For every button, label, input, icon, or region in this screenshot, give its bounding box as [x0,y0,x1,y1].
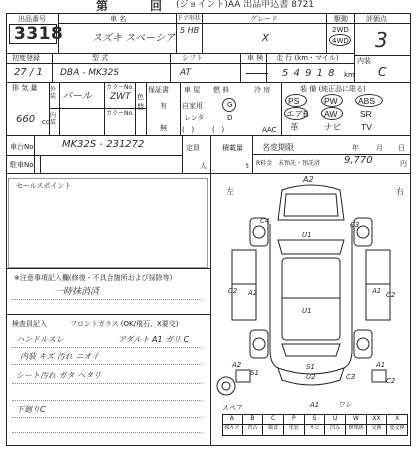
warranty-yes: 有 [160,102,167,110]
mark-a2-rear: A2 [232,361,242,369]
equip-label: 装 備 (純正品に限る) [300,85,366,93]
grade-value: X [262,33,269,44]
load-unit: t [246,162,249,170]
legend-meaning: 塗装 [284,425,305,435]
inspector-line-3: シート汚れ ガタ ヘタリ [16,371,102,380]
recycle-unit: 円 [400,160,407,168]
fuel-d: D [227,114,233,122]
usage-label: 車 屋 [184,86,201,94]
recycle-label: R料金 [256,160,273,167]
recycle-value: 9,770 [344,155,373,166]
legend-code: W [346,415,367,424]
legend-code: P [284,415,305,424]
parking-label: 駐車No [10,161,34,169]
mileage-label: 走 行 (km・マイル) [276,54,339,62]
mark-c3-rear: C3 [346,373,356,381]
mark-c2-left: C2 [228,287,238,295]
color-no-label: カラーNo. [106,84,134,91]
equip-leather: 革 [290,122,299,132]
interior-color-label: 内装 [50,112,57,126]
score-label: 評価点 [366,15,387,23]
interior-value: C [378,65,387,79]
usage-private: 自家用 [182,102,203,110]
mark-u1-a: U1 [302,231,312,239]
diagram-top-mark: A2 [303,175,314,184]
diagram-right-label: 右 [396,187,404,196]
mark-c2-rear: C2 [386,377,396,385]
mark-s1: S1 [306,363,315,371]
spare-wa: ワレ [338,401,352,409]
ac-value: AAC [262,126,277,134]
interior-label: 内装 [357,57,371,65]
legend-code: U [325,415,346,424]
usage-rental: レンタ [184,114,205,122]
ac-label: 冷 房 [254,86,271,94]
legend-meaning: サビ [305,425,326,435]
year-label: 年 [352,144,359,152]
color-no-label-2: カラーNo. [106,110,134,117]
capacity-label: 定員 [186,144,200,152]
legend-meaning: 交換 [367,425,388,435]
mileage-value: 5 4 9 1 8 [282,68,336,79]
capacity-unit: 人 [200,162,207,170]
shift-label: シフト [182,54,203,62]
first-reg-label: 初度登録 [12,54,40,62]
legend-code: S [305,415,326,424]
diagram-left-label: 左 [226,187,234,196]
mark-c4: C4 [260,217,270,225]
warranty-label: 保証書 [148,86,169,94]
equip-aw: AW [324,109,338,119]
score-value: 3 [375,28,388,52]
grade-label: グレード [250,15,278,23]
notes-text: 一時抹消済 [54,287,100,297]
chassis-label: 車台No [10,143,34,151]
month-label: 月 [376,144,383,152]
spare-label: スペア [222,404,243,412]
equip-navi: ナビ [324,122,342,132]
equip-pw: PW [324,96,338,106]
mark-u2: U2 [306,373,316,381]
mark-c2-right: C2 [386,291,396,299]
legend-codes-row [222,415,408,424]
title-right: (ジョイント)AA 出品申込書 8721 [176,0,315,10]
chassis-value: MK32S - 231272 [62,139,145,150]
shift-value: AT [180,68,191,78]
first-reg-value: 27 / 1 [14,67,43,78]
mark-s1-left: S1 [250,369,259,377]
color-change-label: 色替 [137,93,144,111]
model-value: DBA - MK32S [60,68,120,78]
inspector-line-2: 内装 キズ 汚れ ニオイ [20,352,100,361]
legend-code: XX [367,415,388,424]
model-label: 型 式 [92,54,109,62]
displacement-unit: cc [42,118,50,126]
lot-label: 出品番号 [18,15,46,23]
door-label: ドア形状 [177,15,201,22]
legend-meaning: 凹凸 [243,425,264,435]
legend-meaning: 修理跡 [346,425,367,435]
fuel-g: G [227,101,233,109]
displacement-label: 排 気 量 [12,84,38,92]
day-label: 日 [398,144,405,152]
equip-sr: SR [360,109,372,119]
color-no-value: ZWT [110,92,131,102]
warranty-no: 無 [160,124,167,132]
exterior-label: 外装 [50,86,57,100]
equip-abs: ABS [358,96,376,106]
lot-number: 3318 [14,24,64,44]
mark-u1-b: U1 [302,307,312,315]
legend-meanings-row [222,425,408,435]
windshield-note: アダルト A1 ガリ C [118,335,190,344]
title-left: 第 [96,0,109,13]
name-change-label: 名変期限 [262,143,294,152]
fuel-label: 燃 料 [213,86,230,94]
mileage-unit: km [344,71,355,79]
legend-code: B [243,415,264,424]
inspection-label: 車 検 [247,54,264,62]
sales-point-label: セールスポイント [16,182,72,190]
legend-meaning: 線キズ [222,425,243,435]
sales-point-area [8,178,208,268]
inspection-strike [246,73,268,74]
title-mid: 回 [150,0,163,13]
equip-airbag: エアB [286,109,309,119]
inspector-label: 検査員記入 [12,320,47,328]
legend-code: X [387,415,408,424]
auction-sheet: 第 回 (ジョイント)AA 出品申込書 8721 出品番号 3318 車 名 スズキ スペーシア ドア形状 5 HB グレード X 駆動 2WD 4WD 評価点 3 初度登録 型 式 シフト 車 検 走 行 (km・マイル) 27 / 1 DBA - MK32S AT 5 4 9 1 8 km 内装 C 排 気 量 660 cc 外装 内装 パール カラーNo. ZWT カラーNo. 色替 保証書 有 無 車 屋 自家用 レンタ ( ) 燃 料 G D ( ) 冷 房 AAC 装 備 (純正品に限る) PS PW ABS エアB AW SR 革 ナビ TV 車台No MK32S - 231272 定員 人 積載量 t 名変期限 年 月 日 R料金 未預託・預託済 9,770 円 駐車No セールスポイント ※注意事項記入欄(修復・不具合箇所および採除等) 一時抹消済 検査員記入 フロントガラス (OK/飛石、X要交) ハンドルスレ アダルト A1 ガリ C 内装 キズ 汚れ ニオイ シート汚れ ガタ ヘタリ 下廻りC 左 右 A2 C4 C3 U1 U1 C2 A2 S1 U2 C3 A1 C2 A1 A2 S1 C2 スペア A1 ワレ A B C P S U W XX X 線キズ 凹凸 腐食 塗装 サビ 凹み 修理跡 交換 要交換 [0,0,420,450]
car-name-value: スズキ スペーシア [92,33,175,44]
legend-code: C [263,415,284,424]
inspector-line-5: 下廻りC [16,405,46,414]
windshield-label: フロントガラス (OK/飛石、X要交) [70,320,179,328]
legend-meaning: 凹み [325,425,346,435]
door-value: 5 HB [180,26,200,35]
drive-4wd-circle [329,34,351,46]
recycle-note: 未預託・預託済 [278,160,321,167]
legend-meaning: 要交換 [387,425,408,435]
mark-a1-rear: A1 [376,361,386,369]
equip-ps: PS [288,96,300,106]
load-label: 積載量 [222,144,243,152]
legend-code: A [222,415,243,424]
equip-tv: TV [361,122,372,132]
drive-label: 駆動 [334,15,348,23]
mark-a1-right: A1 [372,287,382,295]
spare-a1: A1 [310,401,320,409]
notes-label: ※注意事項記入欄(修復・不具合箇所および採除等) [14,274,173,282]
inspector-line-1: ハンドルスレ [16,335,64,344]
mark-a2-left: A2 [248,289,258,297]
drive-2wd: 2WD [332,26,349,34]
displacement-value: 660 [16,114,36,125]
legend-meaning: 腐食 [263,425,284,435]
mark-c3: C3 [350,221,360,229]
car-name-label: 車 名 [110,15,127,23]
exterior-value: パール [62,91,92,102]
drive-4wd: 4WD [332,37,349,45]
